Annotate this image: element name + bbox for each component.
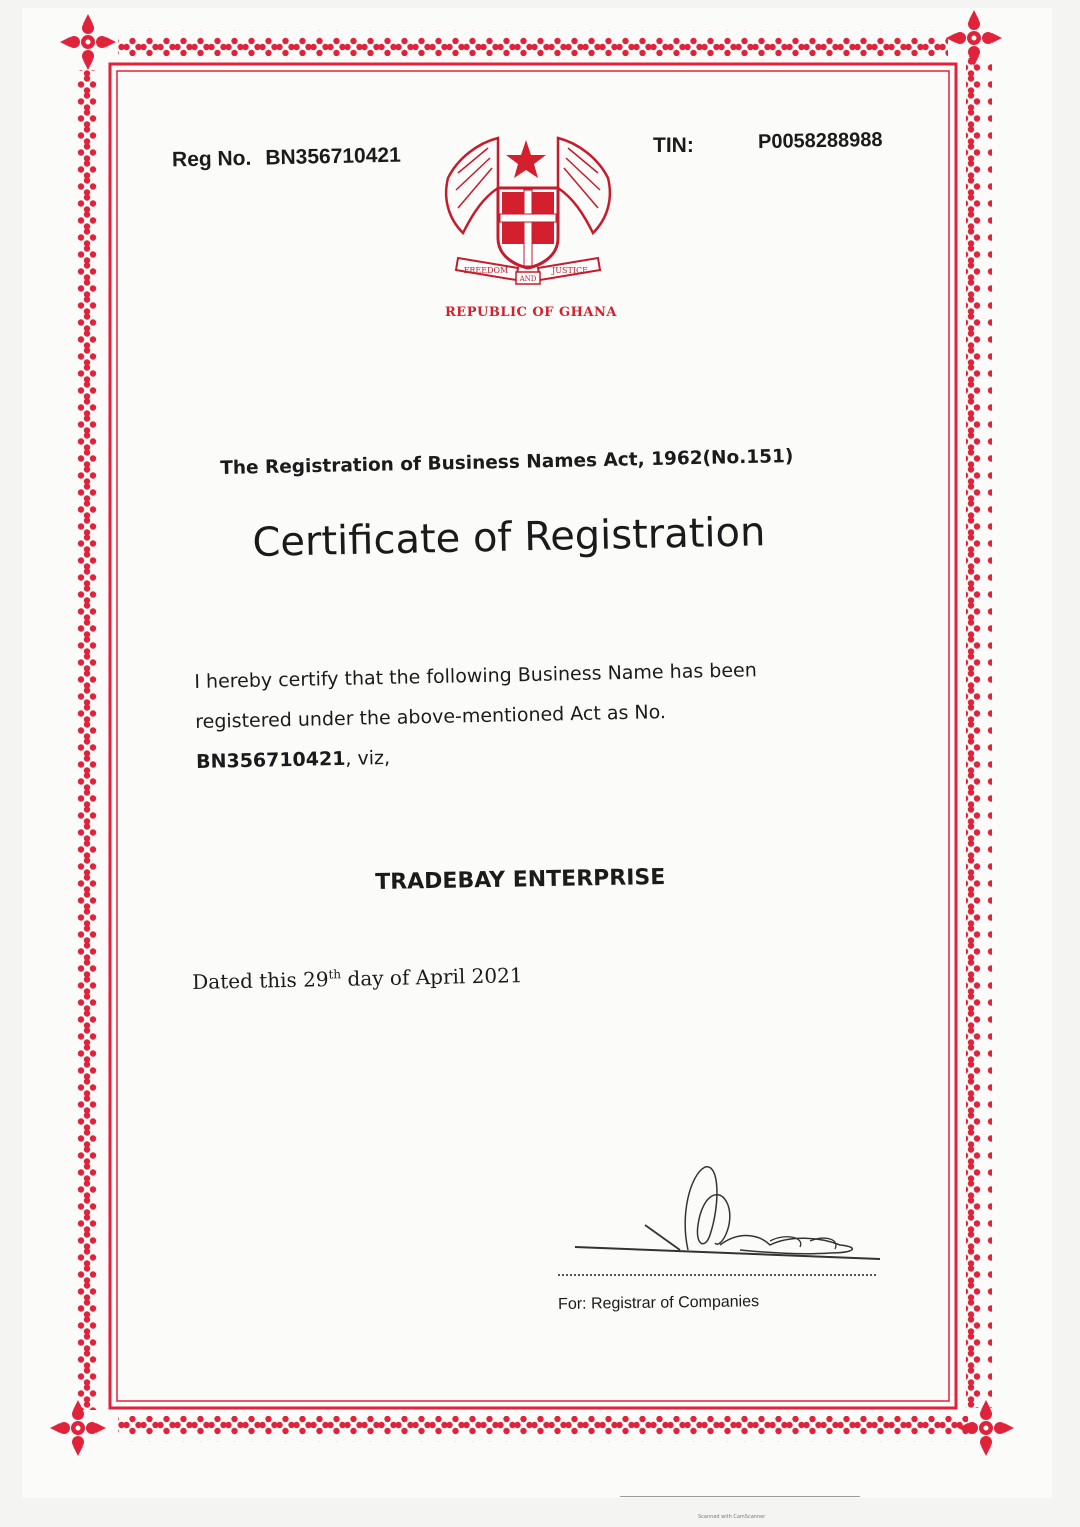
- reg-no-label: Reg No.: [171, 146, 252, 172]
- tin-value: P0058288988: [757, 128, 883, 154]
- scanner-watermark: Scanned with CamScanner: [698, 1514, 766, 1520]
- registrar-caption: For: Registrar of Companies: [558, 1293, 760, 1313]
- statement-text: I hereby certify that the following Business Name has been registered under the above-mentioned Act as No.: [194, 659, 757, 733]
- corner-top-right: [946, 10, 1002, 66]
- motto-right: JUSTICE: [552, 266, 588, 275]
- certification-statement: [194, 648, 856, 782]
- business-name: TRADEBAY ENTERPRISE: [375, 864, 666, 895]
- corner-top-left: [60, 14, 116, 70]
- statement-suffix: , viz,: [345, 746, 391, 770]
- reg-no-value: BN356710421: [265, 143, 402, 170]
- footer-rule: [620, 1496, 860, 1497]
- corner-bottom-right: [958, 1400, 1014, 1456]
- ghana-coat-of-arms-emblem: [428, 118, 628, 288]
- date-ordinal: th: [328, 967, 342, 982]
- certificate-title: Certificate of Registration: [252, 509, 766, 566]
- signature-line: [558, 1274, 876, 1276]
- republic-of-ghana-caption: REPUBLIC OF GHANA: [445, 305, 617, 320]
- act-heading: The Registration of Business Names Act, 1962(No.151): [220, 445, 794, 479]
- border-right-band: [966, 58, 992, 1408]
- border-left-band: [74, 70, 100, 1410]
- registrar-signature: [570, 1155, 890, 1275]
- motto-center: AND: [519, 275, 537, 283]
- date-prefix: Dated this 29: [192, 967, 329, 994]
- motto-left: FREEDOM: [463, 266, 509, 275]
- registration-number: [172, 144, 401, 173]
- border-bottom-band: [118, 1416, 968, 1442]
- border-top-band: [118, 30, 948, 56]
- tin-label: TIN:: [653, 134, 694, 157]
- date-suffix: day of April 2021: [340, 963, 523, 991]
- statement-number: BN356710421: [195, 747, 346, 773]
